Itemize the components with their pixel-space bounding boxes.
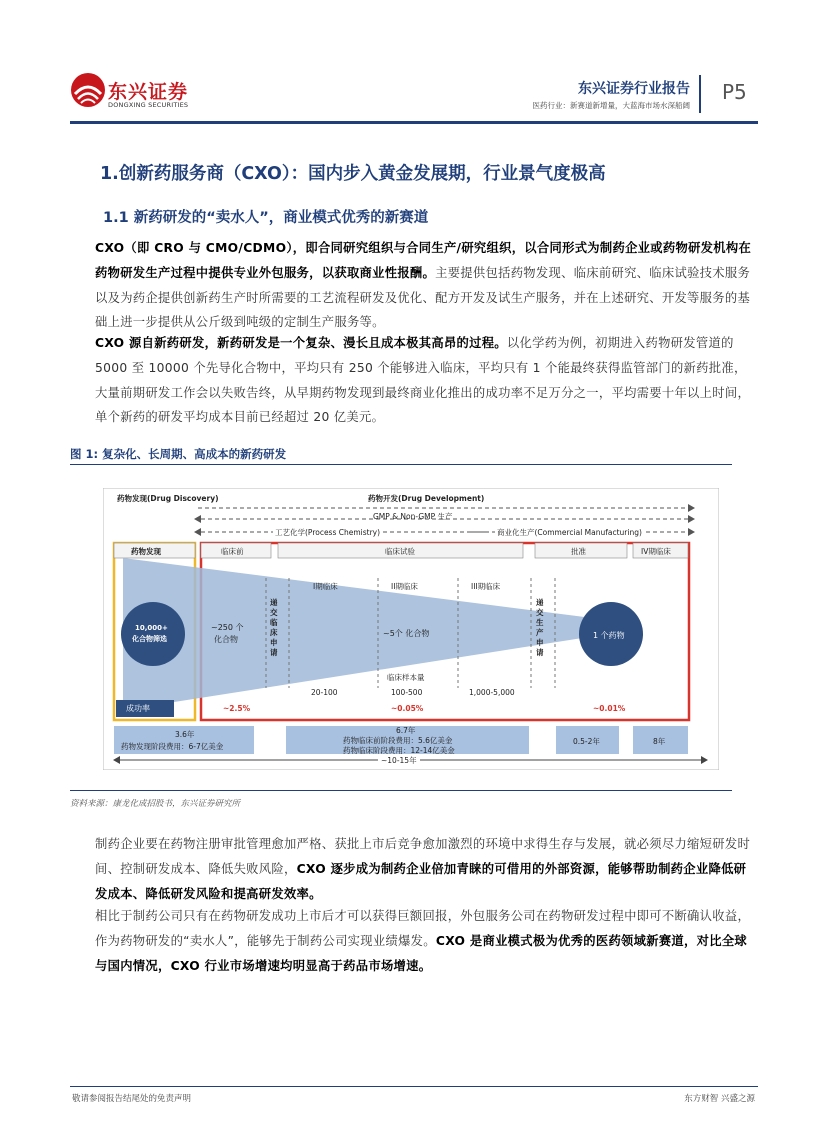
- label-phase1: I期临床: [313, 582, 338, 591]
- paragraph-1-bold: CXO（即 CRO 与 CMO/CDMO），即合同研究组织与合同生产/研究组织，以合同形式为制药企业或药物研发机构在药物研发生产过程中提供专业外包服务，以获取商业性报酬。: [95, 241, 752, 280]
- section-heading: 1.创新药服务商（CXO）：国内步入黄金发展期，行业景气度极高: [100, 164, 606, 184]
- report-subtitle: 医药行业：新赛道新增量，大蓝海市场水深船阔: [532, 101, 690, 110]
- paragraph-1-text: 主要提供包括药物发现、临床前研究、临床试验技术服务以及为药企提供创新药生产时所需要的工艺流程研发及优化、配方开发及试生产服务，并在上述研究、开发等服务的基础上进一步提供从公斤级到吨级的定制生产服务等。: [95, 265, 751, 330]
- label-sample-1: 20-100: [311, 688, 338, 697]
- label-cost2-line1: 药物临床前阶段费用：5.6亿美金: [343, 736, 453, 745]
- paragraph-1: [95, 236, 755, 335]
- paragraph-2-bold: CXO 源自新药研发，新药研发是一个复杂、漫长且成本极其高昂的过程。: [95, 336, 507, 350]
- paragraph-4: [95, 904, 755, 978]
- logo-subtitle: DONGXING SECURITIES: [108, 101, 189, 109]
- paragraph-2: [95, 331, 755, 430]
- label-preclinical-count-1: ~250 个: [211, 623, 244, 632]
- paragraph-3: [95, 832, 755, 906]
- page-number: P5: [722, 80, 747, 104]
- header-divider: [699, 75, 701, 113]
- company-logo: [70, 72, 106, 108]
- label-cost4: 8年: [653, 737, 666, 746]
- label-sample-size: 临床样本量: [387, 673, 425, 682]
- header-rule: [70, 121, 758, 124]
- label-total-time: ~10-15年: [378, 755, 420, 766]
- paragraph-3-bold: CXO 逐步成为制药企业倍加青睐的可借用的外部资源，能够帮助制药企业降低研发成本、降低研发风险和提高研发效率。: [95, 861, 747, 901]
- label-rate-3: ~0.01%: [593, 704, 626, 713]
- label-approval: 批准: [571, 547, 586, 556]
- label-discovery-top: 药物发现(Drug Discovery): [117, 494, 219, 503]
- label-discovery-box: 药物发现: [131, 547, 161, 556]
- label-cost2-years: 6.7年: [396, 726, 416, 735]
- label-cost1-years: 3.6年: [175, 730, 195, 739]
- footer-disclaimer: 敬请参阅报告结尾处的免责声明: [72, 1094, 192, 1104]
- label-cost3: 0.5-2年: [573, 737, 600, 746]
- label-cost1-text: 药物发现阶段费用：6-7亿美金: [121, 742, 224, 751]
- paragraph-3-text: 制药企业要在药物注册审批管理愈加严格、获批上市后竞争愈加激烈的环境中求得生存与发展，就必须尽力缩短研发时间、控制研发成本、降低失败风险，: [95, 837, 751, 876]
- label-preclinical: 临床前: [221, 547, 244, 556]
- label-commercial: 商业化生产(Commercial Manufacturing): [497, 528, 642, 537]
- footer-slogan: 东方财智 兴盛之源: [684, 1094, 755, 1104]
- label-preclinical-count-2: 化合物: [214, 635, 238, 644]
- label-rate-2: ~0.05%: [391, 704, 424, 713]
- figure-rule: [70, 464, 732, 465]
- drug-development-diagram: [103, 488, 719, 770]
- label-success-rate: 成功率: [126, 704, 150, 713]
- logo-name: 东兴证券: [108, 81, 189, 103]
- label-phase3: III期临床: [471, 582, 501, 591]
- label-phase2: II期临床: [391, 582, 418, 591]
- figure-source: 资料来源：康龙化成招股书，东兴证券研究所: [70, 799, 241, 809]
- label-gmp: GMP & Non-GMP 生产: [373, 512, 453, 521]
- label-ind-filing: 递交临床申请: [270, 598, 278, 657]
- label-nda-filing: 递交生产申请: [536, 598, 544, 657]
- paragraph-4-bold: CXO 是商业模式极为优秀的医药领域新赛道，对比全球与国内情况，CXO 行业市场增速均明显高于药品市场增速。: [95, 933, 748, 973]
- paragraph-4-text: 相比于制药公司只有在药物研发成功上市后才可以获得巨额回报，外包服务公司在药物研发过程中即可不断确认收益，作为药物研发的“卖水人”，能够先于制药公司实现业绩爆发。: [95, 909, 751, 948]
- label-cost2-line2: 药物临床阶段费用：12-14亿美金: [343, 746, 455, 755]
- report-title: 东兴证券行业报告: [578, 81, 690, 97]
- label-clinical: 临床试验: [385, 547, 415, 556]
- figure-title: 图 1: 复杂化、长周期、高成本的新药研发: [70, 447, 287, 461]
- subsection-heading: 1.1 新药研发的“卖水人”，商业模式优秀的新赛道: [103, 210, 429, 226]
- label-one-drug: 1 个药物: [593, 631, 625, 640]
- source-rule: [70, 790, 732, 791]
- label-compounds-2: 化合物筛选: [132, 635, 167, 643]
- label-rate-1: ~2.5%: [223, 704, 251, 713]
- label-sample-3: 1,000-5,000: [469, 688, 515, 697]
- label-phase4: IV期临床: [641, 547, 671, 556]
- label-five-compounds: ~5个 化合物: [383, 629, 430, 638]
- label-compounds-1: 10,000+: [135, 624, 168, 632]
- paragraph-2-text: 以化学药为例，初期进入药物研发管道的 5000 至 10000 个先导化合物中，平均只有 250 个能够进入临床，平均只有 1 个能最终获得监管部门的新药批准，大量前期研发工作会以失败告终，从早期药物发现到最终商业化推出的成功率不足万分之一，平均需要十年以上时间，单个新药的研发平均成本目前已经超过 20 亿美元。: [95, 336, 751, 425]
- label-process-chem: 工艺化学(Process Chemistry): [275, 528, 381, 537]
- footer-rule: [70, 1086, 758, 1087]
- label-development-top: 药物开发(Drug Development): [368, 494, 485, 503]
- label-sample-2: 100-500: [391, 688, 423, 697]
